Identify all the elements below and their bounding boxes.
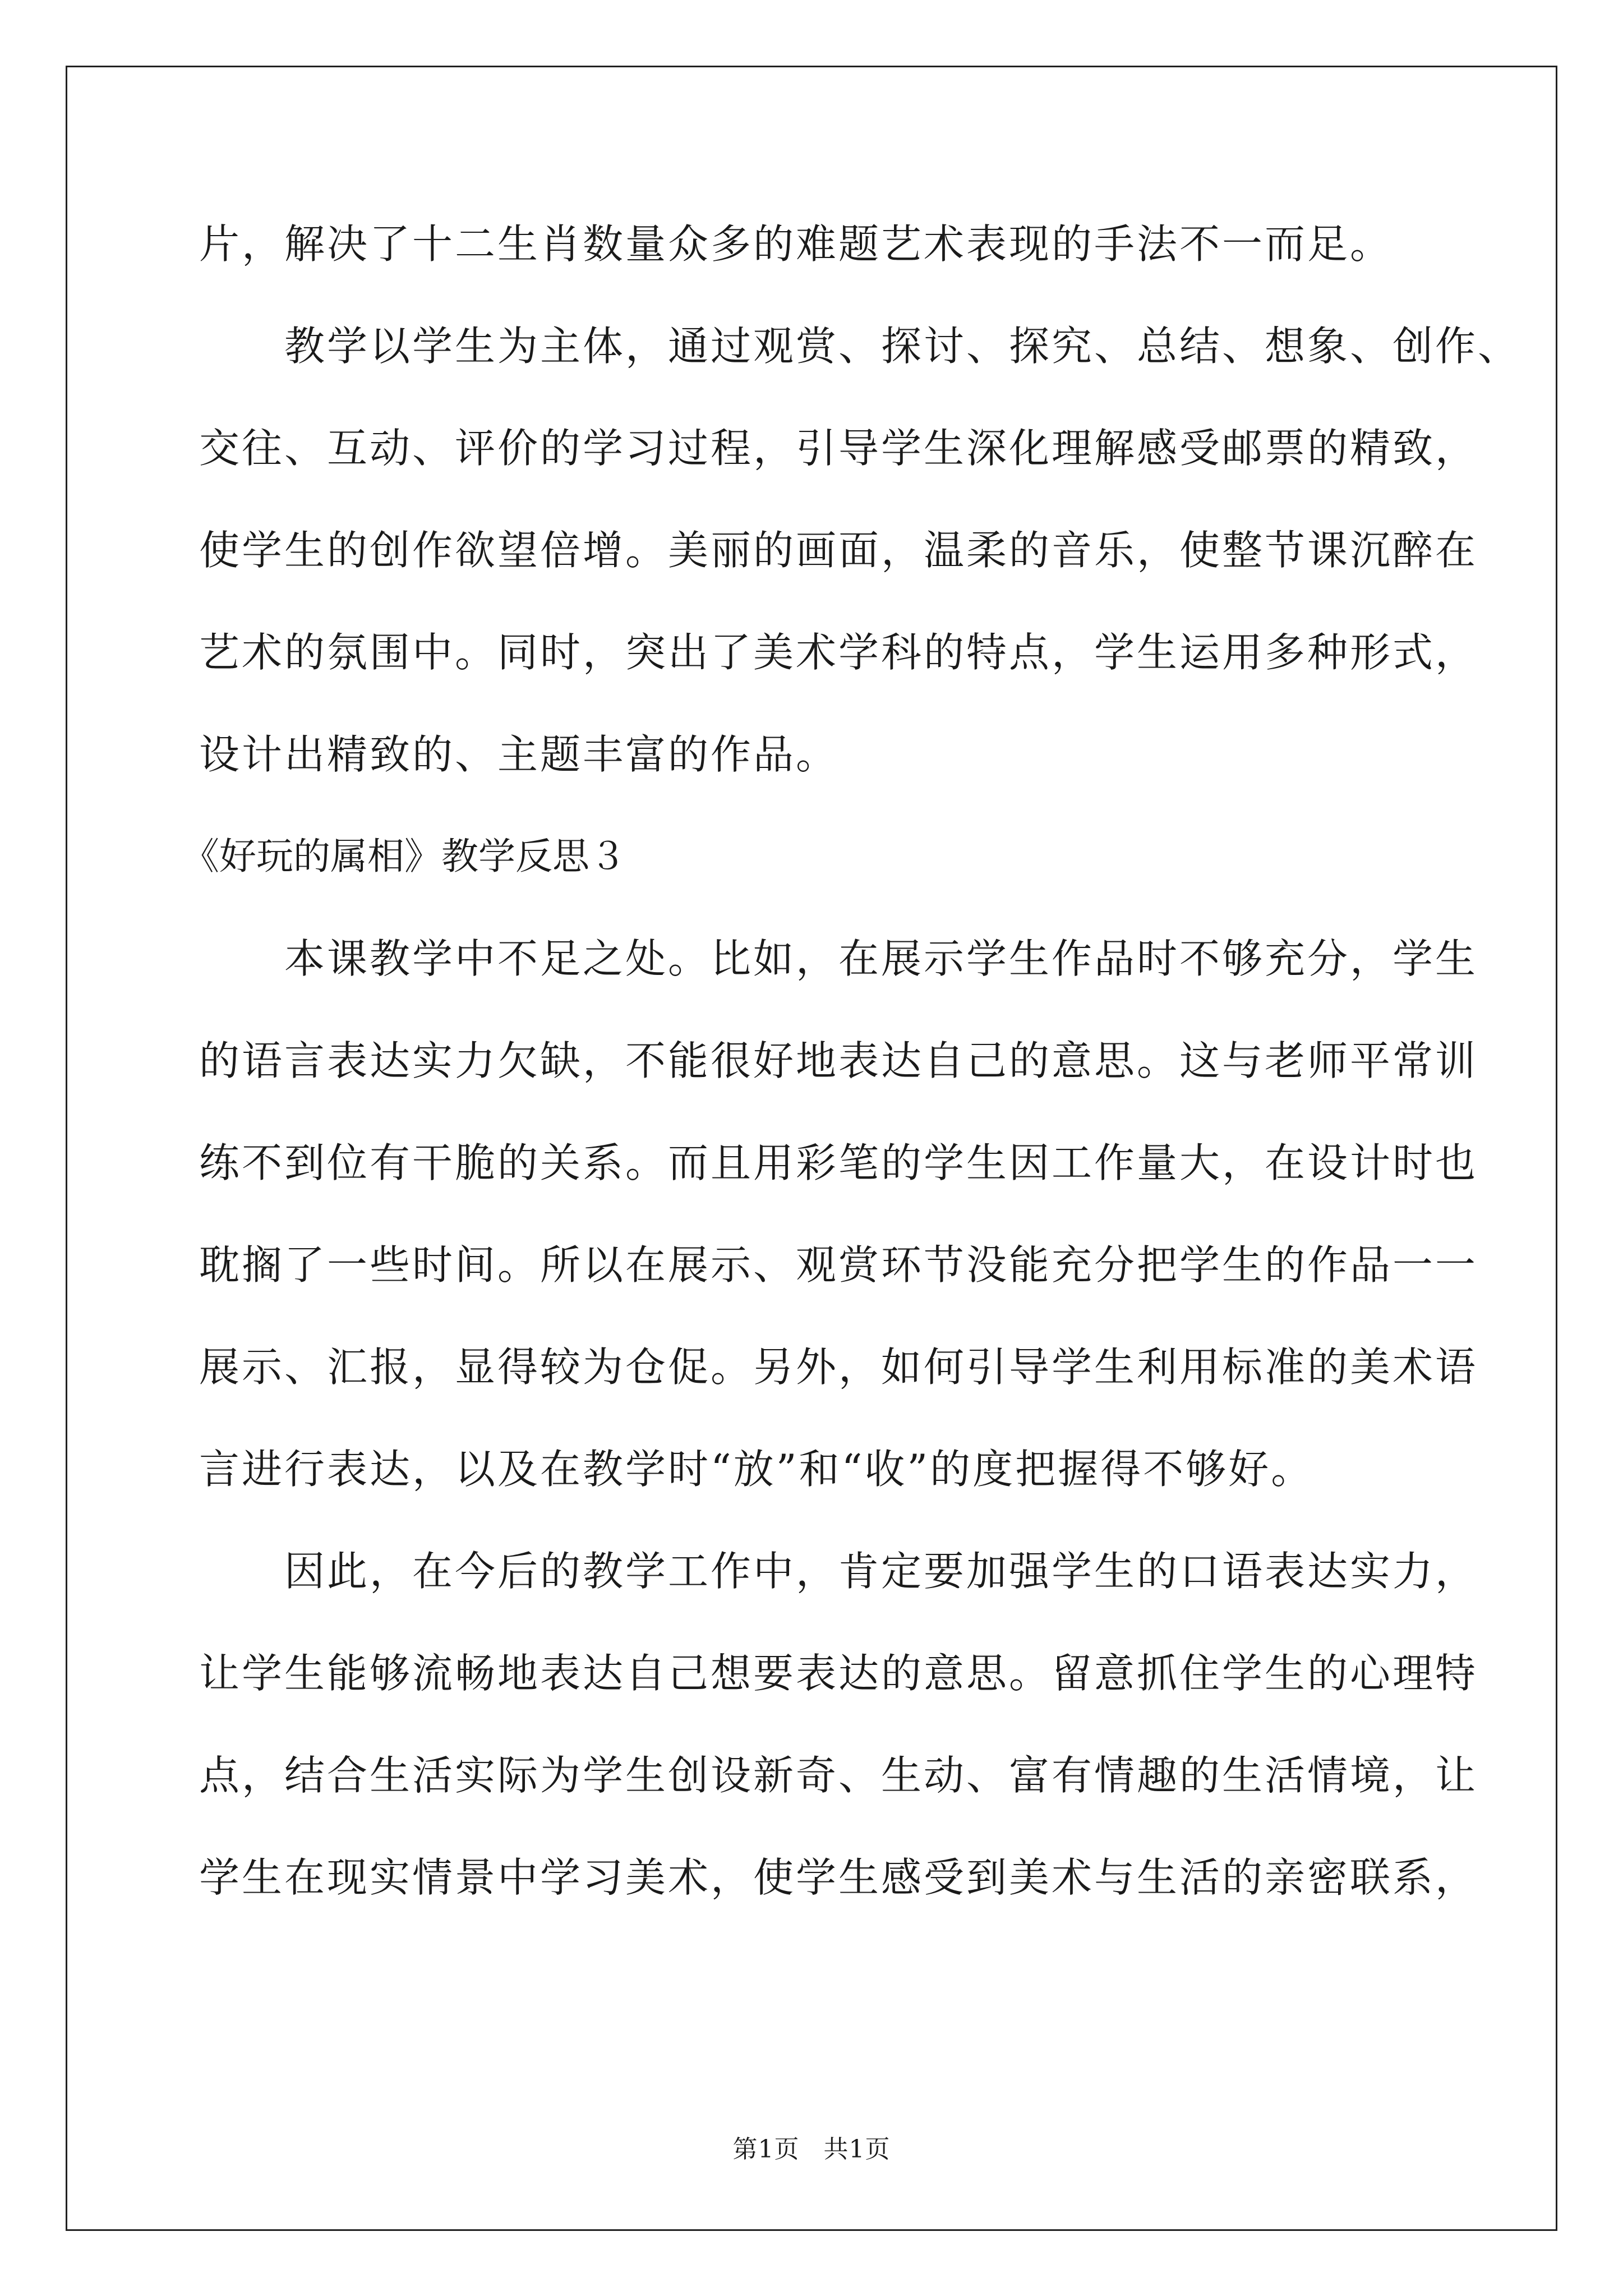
page-number: 第1页 (732, 2135, 800, 2164)
text-line: 展示、汇报，显得较为仓促。另外，如何引导学生利用标准的美术语 (199, 1343, 1478, 1391)
text-line: 练不到位有干脆的关系。而且用彩笔的学生因工作量大，在设计时也 (199, 1139, 1478, 1186)
text-line: 耽搁了一些时间。所以在展示、观赏环节没能充分把学生的作品一一 (199, 1241, 1478, 1289)
text-line: 学生在现实情景中学习美术，使学生感受到美术与生活的亲密联系， (199, 1854, 1478, 1901)
text-line: 艺术的氛围中。同时，突出了美术学科的特点，学生运用多种形式， (199, 629, 1478, 676)
text-line: 本课教学中不足之处。比如，在展示学生作品时不够充分，学生 (199, 935, 1478, 982)
text-line: 交往、互动、评价的学习过程，引导学生深化理解感受邮票的精致， (199, 425, 1478, 472)
text-line: 让学生能够流畅地表达自己想要表达的意思。留意抓住学生的心理特 (199, 1650, 1478, 1697)
page-total: 共1页 (823, 2135, 891, 2164)
page-footer (0, 2129, 1623, 2165)
section-heading: 《好玩的属相》教学反思３ (182, 835, 626, 878)
text-line: 教学以学生为主体，通过观赏、探讨、探究、总结、想象、创作、 (199, 323, 1521, 370)
text-line: 设计出精致的、主题丰富的作品。 (199, 731, 839, 778)
text-line: 言进行表达，以及在教学时“放”和“收”的度把握得不够好。 (199, 1446, 1314, 1493)
text-line: 使学生的创作欲望倍增。美丽的画面，温柔的音乐，使整节课沉醉在 (199, 527, 1478, 574)
text-line: 的语言表达实力欠缺，不能很好地表达自己的意思。这与老师平常训 (199, 1037, 1478, 1084)
text-line: 因此，在今后的教学工作中，肯定要加强学生的口语表达实力， (199, 1548, 1478, 1595)
text-line: 片，解决了十二生肖数量众多的难题艺术表现的手法不一而足。 (199, 220, 1393, 268)
document-body (182, 213, 1521, 1949)
text-line: 点，结合生活实际为学生创设新奇、生动、富有情趣的生活情境，让 (199, 1752, 1478, 1799)
